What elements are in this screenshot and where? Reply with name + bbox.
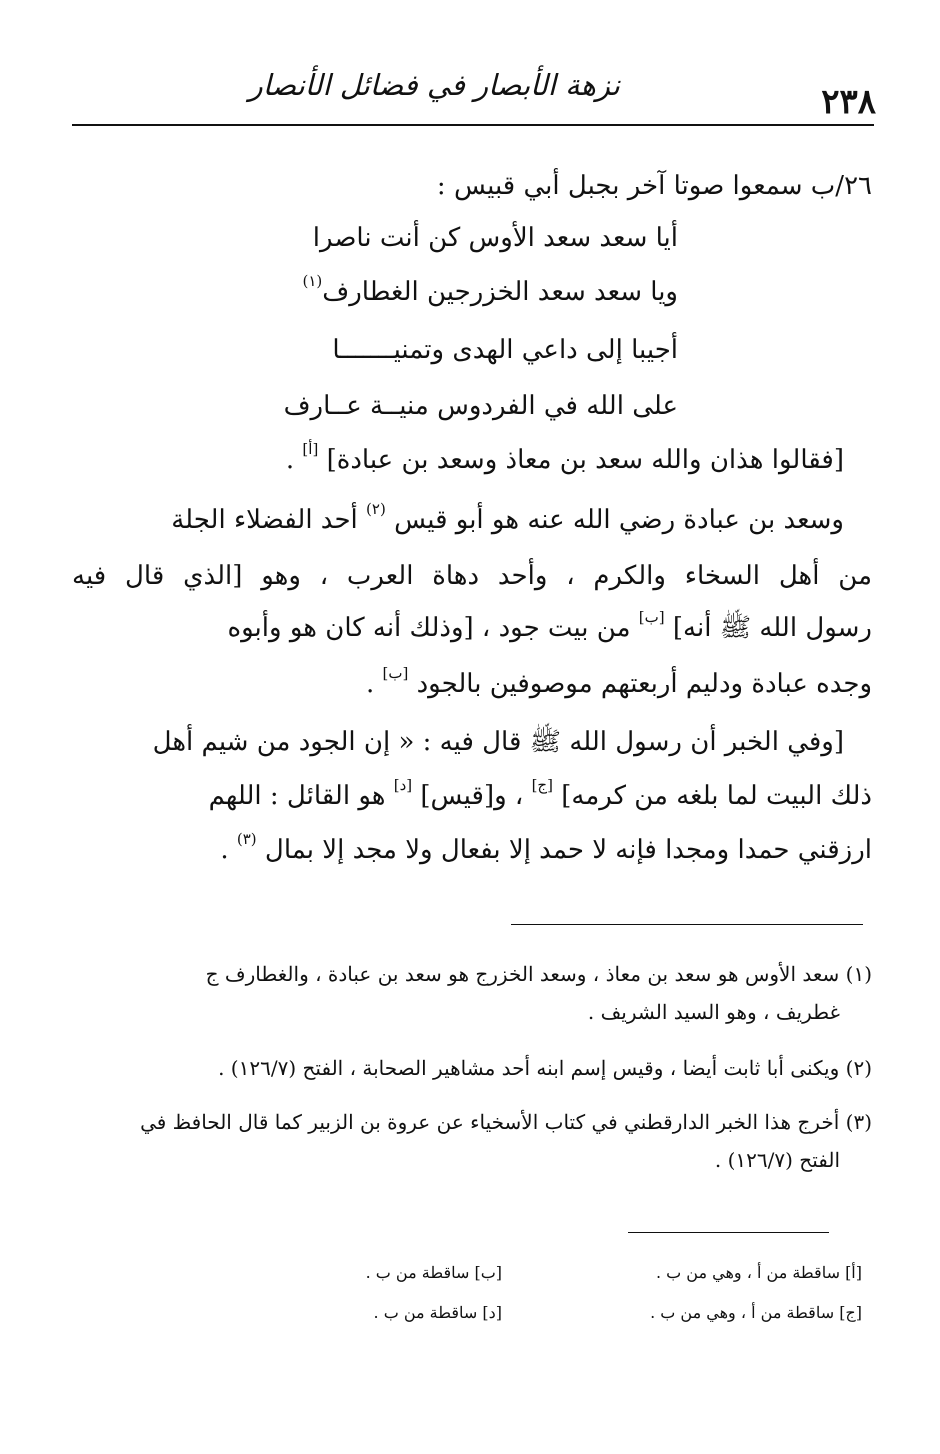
intro-line: ٢٦/ب سمعوا صوتا آخر بجبل أبي قبيس : <box>436 171 872 201</box>
footnote-number: (٢) <box>845 1056 872 1080</box>
verse-line <box>258 272 678 312</box>
verse-text: ويا سعد سعد الخزرجين الغطارف <box>322 277 678 307</box>
footnote-text: أخرج هذا الخبر الدارقطني في كتاب الأسخياء عن عروة بن الزبير كما قال الحافظ في <box>140 1110 840 1134</box>
quote-line <box>44 440 844 480</box>
para-text: ذلك البيت لما بلغه من كرمه] <box>561 781 872 811</box>
paragraph-line <box>72 776 872 816</box>
verse-line: أجيبا إلى داعي الهدى وتمنيـــــــا <box>332 335 678 365</box>
paragraph-line <box>72 500 844 540</box>
para-text: وجده عبادة ودليم أربعتهم موصوفين بالجود <box>416 669 872 699</box>
page-number: ٢٣٨ <box>821 82 876 122</box>
footnote-text: ويكنى أبا ثابت أيضا ، وقيس إسم ابنه أحد مشاهير الصحابة ، الفتح (١٢٦/٧) . <box>218 1056 840 1080</box>
footnote-continuation: غطريف ، وهو السيد الشريف . <box>587 1000 840 1024</box>
variant-notes-rule <box>628 1232 829 1233</box>
footnote-continuation: الفتح (١٢٦/٧) . <box>714 1148 840 1172</box>
footnote-ref[interactable]: (٣) <box>236 830 257 849</box>
variant-note-j: [ج] ساقطة من أ ، وهي من ب . <box>650 1303 862 1322</box>
period: . <box>220 835 229 865</box>
paragraph-line: من أهل السخاء والكرم ، وأحد دهاة العرب ، وهو [الذي قال فيه <box>72 561 872 591</box>
variant-mark[interactable]: [ب] <box>382 664 409 683</box>
para-text: ارزقني حمدا ومجدا فإنه لا حمد إلا بفعال ولا مجد إلا بمال <box>264 835 872 865</box>
para-text: هو القائل : اللهم <box>208 781 386 811</box>
footnote <box>72 1050 872 1086</box>
paragraph-line: [وفي الخبر أن رسول الله ﷺ قال فيه : « إن الجود من شيم أهل <box>152 727 844 757</box>
footnote-number: (١) <box>845 962 872 986</box>
para-text: ، و[قيس] <box>420 781 524 811</box>
footnote <box>72 1104 872 1140</box>
variant-mark[interactable]: [د] <box>393 776 413 795</box>
footnote-ref[interactable]: (١) <box>302 272 323 291</box>
para-text: رسول الله ﷺ أنه] <box>672 613 872 643</box>
period: . <box>365 669 375 699</box>
footnote <box>72 956 872 992</box>
paragraph-line <box>72 664 872 704</box>
footnote-rule <box>511 924 863 925</box>
quote-text: [فقالوا هذان والله سعد بن معاذ وسعد بن عبادة] <box>326 445 844 475</box>
verse-line: على الله في الفردوس منيــة عــارف <box>283 391 678 421</box>
variant-note-a: [أ] ساقطة من أ ، وهي من ب . <box>655 1263 862 1282</box>
variant-mark[interactable]: [ب] <box>638 608 665 627</box>
footnote-text: سعد الأوس هو سعد بن معاذ ، وسعد الخزرج هو سعد بن عبادة ، والغطارف ج <box>205 962 840 986</box>
paragraph-line <box>72 830 872 870</box>
variant-mark[interactable]: [ج] <box>531 776 553 795</box>
para-text: أحد الفضلاء الجلة <box>171 505 358 535</box>
header-rule <box>72 124 874 126</box>
verse-line: أيا سعد سعد الأوس كن أنت ناصرا <box>312 223 678 253</box>
para-text: وسعد بن عبادة رضي الله عنه هو أبو قيس <box>394 505 844 535</box>
variant-note-d: [د] ساقطة من ب . <box>373 1303 502 1322</box>
footnote-number: (٣) <box>845 1110 872 1134</box>
para-text: من بيت جود ، [وذلك أنه كان هو وأبوه <box>227 613 631 643</box>
period: . <box>285 445 295 475</box>
paragraph-line <box>72 608 872 648</box>
variant-mark[interactable]: [أ] <box>302 440 319 459</box>
running-title: نزهة الأبصار في فضائل الأنصار <box>248 68 620 102</box>
footnote-ref[interactable]: (٢) <box>366 500 386 519</box>
variant-note-b: [ب] ساقطة من ب . <box>365 1263 502 1282</box>
